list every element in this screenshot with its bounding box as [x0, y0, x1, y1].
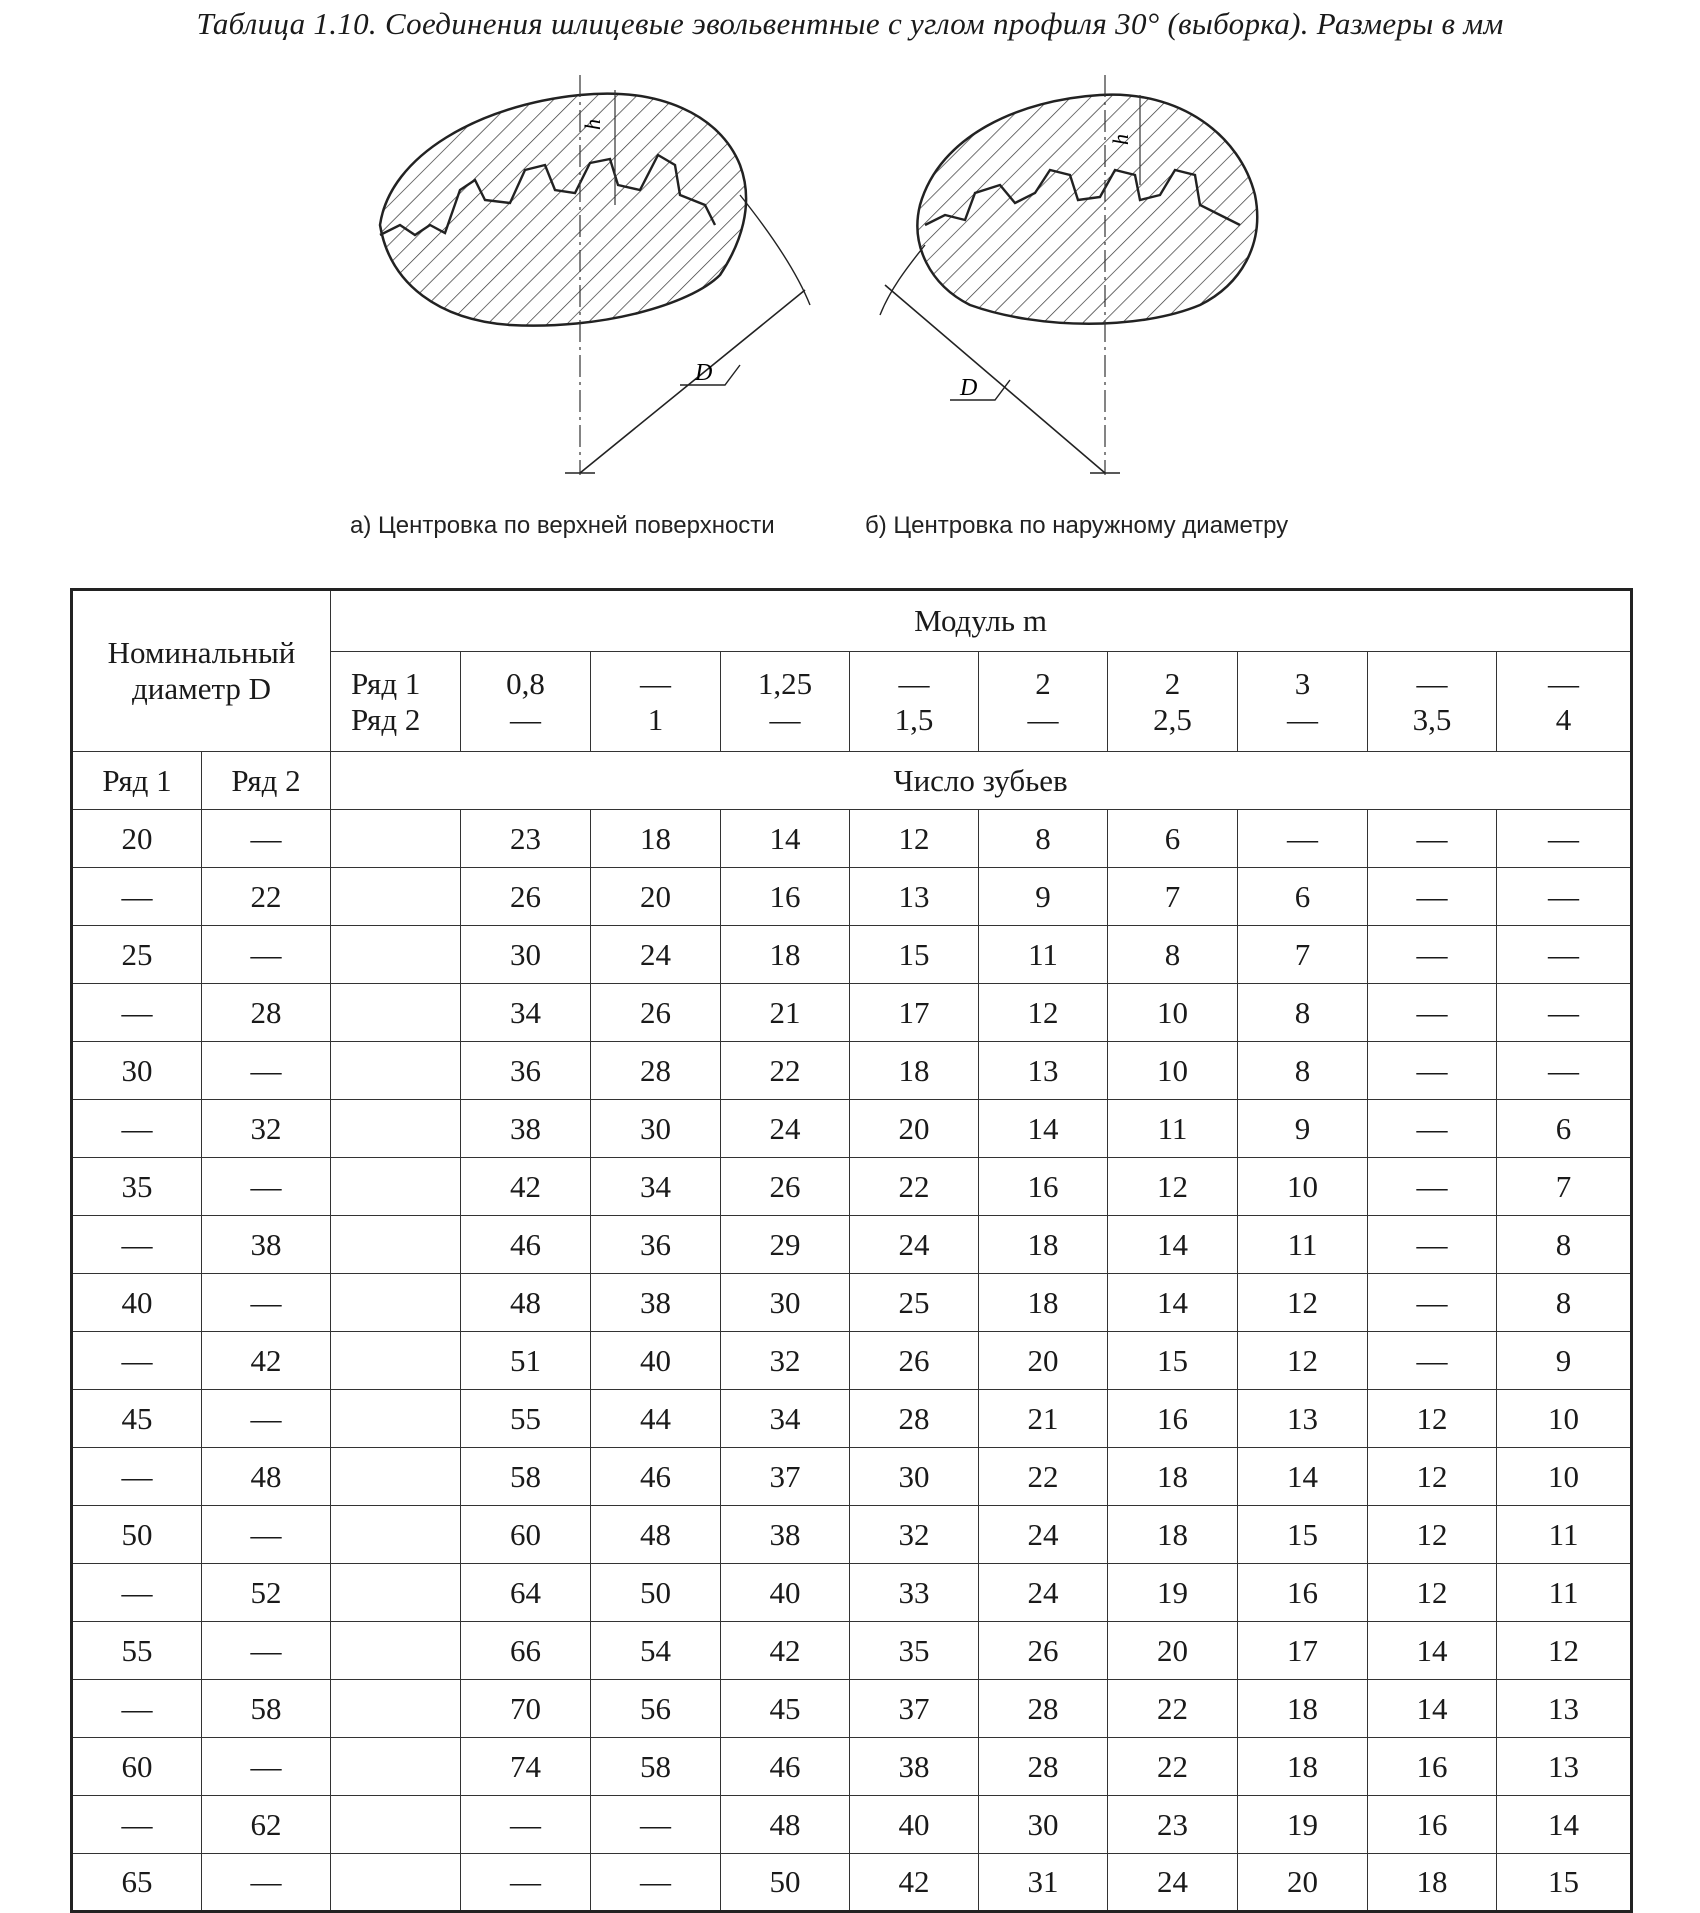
module-r2: — [510, 701, 541, 737]
empty-cell [331, 810, 461, 868]
teeth-count-cell: 29 [721, 1216, 850, 1274]
teeth-count-cell: 42 [461, 1158, 591, 1216]
teeth-count-cell: 20 [979, 1332, 1108, 1390]
empty-cell [331, 1332, 461, 1390]
teeth-count-cell: 6 [1238, 868, 1368, 926]
spline-diagram [360, 75, 1340, 515]
teeth-count-cell: 16 [721, 868, 850, 926]
diameter-row2-cell: 32 [202, 1100, 331, 1158]
table-row [72, 1622, 1632, 1680]
teeth-count-cell: 18 [1108, 1448, 1238, 1506]
teeth-count-cell: 34 [461, 984, 591, 1042]
teeth-count-cell: 34 [591, 1158, 721, 1216]
teeth-count-cell: 13 [850, 868, 979, 926]
view-b-h-label: h [1108, 134, 1133, 145]
teeth-count-cell: 14 [1368, 1622, 1497, 1680]
empty-cell [331, 1042, 461, 1100]
teeth-count-cell: 11 [1497, 1506, 1632, 1564]
teeth-count-cell: 28 [850, 1390, 979, 1448]
empty-cell [331, 1796, 461, 1854]
teeth-count-cell: 26 [850, 1332, 979, 1390]
diameter-row1-cell: — [72, 984, 202, 1042]
table-row [72, 1274, 1632, 1332]
teeth-count-cell: 40 [591, 1332, 721, 1390]
nominal-diameter-header [72, 590, 331, 752]
teeth-count-cell: 18 [1238, 1680, 1368, 1738]
teeth-count-cell: 44 [591, 1390, 721, 1448]
teeth-count-cell: 26 [461, 868, 591, 926]
teeth-count-cell: 6 [1108, 810, 1238, 868]
teeth-count-cell: 20 [1238, 1854, 1368, 1912]
teeth-count-cell: 20 [1108, 1622, 1238, 1680]
diameter-row2-cell: — [202, 1042, 331, 1100]
teeth-count-cell: 40 [850, 1796, 979, 1854]
table-row [72, 926, 1632, 984]
teeth-count-cell: 8 [1497, 1216, 1632, 1274]
teeth-count-cell: 13 [1238, 1390, 1368, 1448]
teeth-count-cell: 13 [979, 1042, 1108, 1100]
diameter-row2-cell: 58 [202, 1680, 331, 1738]
diameter-row2-cell: 62 [202, 1796, 331, 1854]
module-cell [1108, 652, 1238, 752]
teeth-count-cell: 14 [1497, 1796, 1632, 1854]
teeth-count-cell: 14 [1108, 1216, 1238, 1274]
teeth-count-cell: 26 [979, 1622, 1108, 1680]
teeth-count-cell: 48 [461, 1274, 591, 1332]
diameter-row1-cell: 60 [72, 1738, 202, 1796]
diameter-row2-cell: 52 [202, 1564, 331, 1622]
view-a-body [380, 94, 746, 326]
teeth-count-cell: 22 [1108, 1738, 1238, 1796]
table-row [72, 868, 1632, 926]
teeth-count-cell: 9 [1238, 1100, 1368, 1158]
teeth-count-cell: 12 [979, 984, 1108, 1042]
teeth-count-cell: 24 [591, 926, 721, 984]
teeth-count-cell: 24 [721, 1100, 850, 1158]
module-cell [461, 652, 591, 752]
teeth-count-cell: 38 [850, 1738, 979, 1796]
teeth-count-cell: 28 [979, 1738, 1108, 1796]
module-r2: — [1287, 701, 1318, 737]
teeth-count-cell: 10 [1497, 1448, 1632, 1506]
table-row [72, 1564, 1632, 1622]
module-r1: — [1548, 665, 1580, 701]
teeth-count-cell: — [1368, 984, 1497, 1042]
module-r2: — [769, 701, 801, 737]
teeth-count-cell: 26 [721, 1158, 850, 1216]
teeth-count-cell: 18 [850, 1042, 979, 1100]
teeth-count-cell: 11 [979, 926, 1108, 984]
teeth-count-cell: 31 [979, 1854, 1108, 1912]
diameter-row2-cell: 42 [202, 1332, 331, 1390]
modul-header: Модуль m [331, 590, 1632, 652]
diameter-row2-cell: — [202, 1738, 331, 1796]
empty-cell [331, 1622, 461, 1680]
empty-cell [331, 868, 461, 926]
diameter-row1-cell: — [72, 1332, 202, 1390]
teeth-count-cell: 7 [1108, 868, 1238, 926]
module-r1: 2 [1164, 665, 1181, 701]
empty-cell [331, 926, 461, 984]
row2-label: Ряд 2 [351, 701, 421, 737]
table-row [72, 1390, 1632, 1448]
diameter-row1-cell: 55 [72, 1622, 202, 1680]
table-row [72, 1680, 1632, 1738]
teeth-count-cell: 22 [721, 1042, 850, 1100]
teeth-count-cell: 10 [1108, 984, 1238, 1042]
teeth-count-cell: 46 [461, 1216, 591, 1274]
teeth-count-cell: 10 [1497, 1390, 1632, 1448]
teeth-count-cell: 38 [461, 1100, 591, 1158]
diameter-row2-cell: 28 [202, 984, 331, 1042]
teeth-count-cell: 19 [1108, 1564, 1238, 1622]
teeth-count-cell: — [1238, 810, 1368, 868]
teeth-count-cell: 35 [850, 1622, 979, 1680]
teeth-count-cell: 16 [1368, 1796, 1497, 1854]
teeth-count-cell: 25 [850, 1274, 979, 1332]
diameter-row1-cell: — [72, 868, 202, 926]
teeth-count-cell: 16 [979, 1158, 1108, 1216]
module-r2: 2,5 [1153, 701, 1192, 737]
teeth-count-cell: 46 [721, 1738, 850, 1796]
teeth-count-cell: 8 [1238, 1042, 1368, 1100]
table-row [72, 984, 1632, 1042]
module-cell [591, 652, 721, 752]
diameter-row2-cell: — [202, 1854, 331, 1912]
diameter-row1-cell: 50 [72, 1506, 202, 1564]
teeth-count-cell: — [1368, 1274, 1497, 1332]
teeth-count-cell: 16 [1238, 1564, 1368, 1622]
teeth-count-cell: 12 [1497, 1622, 1632, 1680]
teeth-count-cell: 15 [850, 926, 979, 984]
teeth-count-cell: 60 [461, 1506, 591, 1564]
teeth-count-cell: 12 [1368, 1564, 1497, 1622]
teeth-count-cell: 55 [461, 1390, 591, 1448]
teeth-count-cell: 7 [1238, 926, 1368, 984]
teeth-count-cell: 8 [1238, 984, 1368, 1042]
teeth-count-cell: 26 [591, 984, 721, 1042]
teeth-count-cell: 15 [1497, 1854, 1632, 1912]
diameter-row2-cell: — [202, 810, 331, 868]
teeth-count-cell: — [461, 1854, 591, 1912]
diameter-row1-cell: 30 [72, 1042, 202, 1100]
empty-cell [331, 1506, 461, 1564]
module-cell [721, 652, 850, 752]
page-title: Таблица 1.10. Соединения шлицевые эвольвентные с углом профиля 30° (выборка). Размеры в мм [196, 6, 1504, 41]
teeth-count-cell: — [1497, 868, 1632, 926]
teeth-count-cell: 14 [1108, 1274, 1238, 1332]
teeth-count-cell: 30 [979, 1796, 1108, 1854]
teeth-count-cell: — [1368, 1100, 1497, 1158]
table-row [72, 1738, 1632, 1796]
table-body [72, 810, 1632, 1912]
teeth-count-cell: 12 [1368, 1390, 1497, 1448]
diameter-row2-cell: — [202, 1390, 331, 1448]
teeth-count-cell: 14 [979, 1100, 1108, 1158]
teeth-count-cell: 20 [850, 1100, 979, 1158]
teeth-count-cell: 30 [461, 926, 591, 984]
teeth-count-cell: 46 [591, 1448, 721, 1506]
teeth-count-cell: 32 [721, 1332, 850, 1390]
module-cell [1368, 652, 1497, 752]
teeth-count-cell: 17 [850, 984, 979, 1042]
teeth-count-cell: 22 [850, 1158, 979, 1216]
teeth-count-cell: 70 [461, 1680, 591, 1738]
diameter-row1-cell: — [72, 1680, 202, 1738]
diameter-row2-cell: 22 [202, 868, 331, 926]
teeth-count-cell: 15 [1108, 1332, 1238, 1390]
teeth-count-cell: 13 [1497, 1680, 1632, 1738]
teeth-count-cell: 11 [1108, 1100, 1238, 1158]
teeth-count-cell: 11 [1497, 1564, 1632, 1622]
teeth-count-cell: 37 [721, 1448, 850, 1506]
teeth-count-cell: 18 [1368, 1854, 1497, 1912]
teeth-count-cell: 42 [721, 1622, 850, 1680]
teeth-count-cell: — [1497, 926, 1632, 984]
spline-table [70, 588, 1633, 1913]
module-r2: — [1027, 701, 1059, 737]
table-row [72, 1042, 1632, 1100]
empty-cell [331, 1100, 461, 1158]
teeth-count-cell: 42 [850, 1854, 979, 1912]
teeth-count-header: Число зубьев [331, 752, 1632, 810]
module-r2: 4 [1555, 701, 1572, 737]
teeth-count-cell: 21 [721, 984, 850, 1042]
empty-cell [331, 1158, 461, 1216]
diameter-row2-cell: 48 [202, 1448, 331, 1506]
teeth-count-cell: 40 [721, 1564, 850, 1622]
teeth-count-cell: 24 [1108, 1854, 1238, 1912]
teeth-count-cell: — [1497, 1042, 1632, 1100]
module-r1: — [898, 665, 930, 701]
nominal-header-line2: диаметр D [131, 671, 272, 706]
diameter-row1-cell: 65 [72, 1854, 202, 1912]
teeth-count-cell: 15 [1238, 1506, 1368, 1564]
module-cell [1497, 652, 1632, 752]
table-row [72, 1100, 1632, 1158]
module-cell [1238, 652, 1368, 752]
teeth-count-cell: — [1368, 1158, 1497, 1216]
teeth-count-cell: — [1368, 868, 1497, 926]
teeth-count-cell: 58 [461, 1448, 591, 1506]
teeth-count-cell: 18 [979, 1216, 1108, 1274]
empty-cell [331, 1680, 461, 1738]
teeth-count-cell: 22 [1108, 1680, 1238, 1738]
table-row [72, 1158, 1632, 1216]
diameter-row1-cell: 45 [72, 1390, 202, 1448]
empty-cell [331, 1216, 461, 1274]
table-row [72, 1506, 1632, 1564]
teeth-count-cell: 18 [721, 926, 850, 984]
diameter-row1-cell: — [72, 1100, 202, 1158]
table-row [72, 1796, 1632, 1854]
teeth-count-cell: — [1368, 810, 1497, 868]
teeth-count-cell: 16 [1368, 1738, 1497, 1796]
teeth-count-cell: 64 [461, 1564, 591, 1622]
teeth-count-cell: 12 [1108, 1158, 1238, 1216]
teeth-count-cell: — [1368, 926, 1497, 984]
module-cell [850, 652, 979, 752]
view-a-h-label: h [580, 119, 605, 130]
teeth-count-cell: 30 [721, 1274, 850, 1332]
teeth-count-cell: 10 [1238, 1158, 1368, 1216]
empty-cell [331, 1274, 461, 1332]
teeth-count-cell: 50 [591, 1564, 721, 1622]
view-b [880, 75, 1257, 475]
teeth-count-cell: 9 [979, 868, 1108, 926]
diameter-row1-cell: 35 [72, 1158, 202, 1216]
table-row [72, 1332, 1632, 1390]
teeth-count-cell: 24 [979, 1564, 1108, 1622]
teeth-count-cell: 23 [461, 810, 591, 868]
teeth-count-cell: — [1368, 1216, 1497, 1274]
teeth-count-cell: 6 [1497, 1100, 1632, 1158]
teeth-count-cell: — [461, 1796, 591, 1854]
teeth-count-cell: 36 [461, 1042, 591, 1100]
teeth-count-cell: 50 [721, 1854, 850, 1912]
row-label-cell [331, 652, 461, 752]
teeth-count-cell: 8 [1108, 926, 1238, 984]
teeth-count-cell: 38 [591, 1274, 721, 1332]
diameter-row1-cell: — [72, 1796, 202, 1854]
diameter-row2-cell: — [202, 926, 331, 984]
diameter-row1-cell: 40 [72, 1274, 202, 1332]
teeth-count-cell: 33 [850, 1564, 979, 1622]
teeth-count-cell: 10 [1108, 1042, 1238, 1100]
teeth-count-cell: 74 [461, 1738, 591, 1796]
teeth-count-cell: 30 [850, 1448, 979, 1506]
module-r2: 1 [647, 701, 664, 737]
module-cell [979, 652, 1108, 752]
nominal-header-line1: Номинальный [107, 635, 296, 671]
diameter-row1-cell: 20 [72, 810, 202, 868]
diameter-row2-cell: — [202, 1622, 331, 1680]
teeth-count-cell: 28 [591, 1042, 721, 1100]
module-r1: 3 [1294, 665, 1311, 701]
teeth-count-cell: 28 [979, 1680, 1108, 1738]
empty-cell [331, 1854, 461, 1912]
empty-cell [331, 1738, 461, 1796]
module-r1: 2 [1035, 665, 1051, 701]
diameter-row1-cell: — [72, 1564, 202, 1622]
diameter-row1-cell: 25 [72, 926, 202, 984]
teeth-count-cell: — [1368, 1042, 1497, 1100]
teeth-count-cell: 12 [1238, 1274, 1368, 1332]
empty-cell [331, 1564, 461, 1622]
teeth-count-cell: 21 [979, 1390, 1108, 1448]
view-a-d-label: D [695, 360, 713, 386]
teeth-count-cell: 20 [591, 868, 721, 926]
teeth-count-cell: 66 [461, 1622, 591, 1680]
teeth-count-cell: 13 [1497, 1738, 1632, 1796]
module-r2: 1,5 [894, 701, 934, 737]
diameter-row2-cell: — [202, 1506, 331, 1564]
teeth-count-cell: 9 [1497, 1332, 1632, 1390]
teeth-count-cell: 51 [461, 1332, 591, 1390]
teeth-count-cell: 7 [1497, 1158, 1632, 1216]
table-row [72, 1448, 1632, 1506]
empty-cell [331, 1390, 461, 1448]
teeth-count-cell: 14 [1238, 1448, 1368, 1506]
teeth-count-cell: 18 [1108, 1506, 1238, 1564]
teeth-count-cell: 17 [1238, 1622, 1368, 1680]
view-b-d-label: D [960, 375, 978, 401]
teeth-count-cell: 36 [591, 1216, 721, 1274]
diameter-row1-cell: — [72, 1448, 202, 1506]
teeth-count-cell: 32 [850, 1506, 979, 1564]
teeth-count-cell: — [1368, 1332, 1497, 1390]
teeth-count-cell: 18 [1238, 1738, 1368, 1796]
teeth-count-cell: — [1497, 984, 1632, 1042]
diameter-row2-cell: — [202, 1274, 331, 1332]
module-r1: 1,25 [757, 665, 813, 701]
view-a [380, 75, 810, 475]
teeth-count-cell: 24 [850, 1216, 979, 1274]
diameter-row2-cell: 38 [202, 1216, 331, 1274]
teeth-count-cell: 38 [721, 1506, 850, 1564]
spline-figure [360, 75, 1340, 515]
table-row [72, 1216, 1632, 1274]
row1-label: Ряд 1 [351, 665, 421, 701]
teeth-count-cell: 12 [1368, 1506, 1497, 1564]
teeth-count-cell: — [591, 1854, 721, 1912]
teeth-count-cell: 37 [850, 1680, 979, 1738]
diameter-row1-cell: — [72, 1216, 202, 1274]
teeth-count-cell: 8 [979, 810, 1108, 868]
teeth-count-cell: 22 [979, 1448, 1108, 1506]
teeth-count-cell: 54 [591, 1622, 721, 1680]
teeth-count-cell: 12 [850, 810, 979, 868]
teeth-count-cell: 12 [1368, 1448, 1497, 1506]
teeth-count-cell: 24 [979, 1506, 1108, 1564]
teeth-count-cell: 18 [979, 1274, 1108, 1332]
teeth-count-cell: 56 [591, 1680, 721, 1738]
caption-a: а) Центровка по верхней поверхности [350, 512, 775, 539]
teeth-count-cell: 30 [591, 1100, 721, 1158]
module-r2: 3,5 [1412, 701, 1452, 737]
teeth-count-cell: 34 [721, 1390, 850, 1448]
col-row1-header: Ряд 1 [72, 752, 202, 810]
teeth-count-cell: 45 [721, 1680, 850, 1738]
teeth-count-cell: 16 [1108, 1390, 1238, 1448]
teeth-count-cell: — [591, 1796, 721, 1854]
module-r1: 0,8 [506, 665, 545, 701]
teeth-count-cell: 14 [1368, 1680, 1497, 1738]
table-row [72, 1854, 1632, 1912]
teeth-count-cell: 18 [591, 810, 721, 868]
empty-cell [331, 984, 461, 1042]
teeth-count-cell: 48 [591, 1506, 721, 1564]
caption-b: б) Центровка по наружному диаметру [865, 512, 1289, 539]
col-row2-header: Ряд 2 [202, 752, 331, 810]
teeth-count-cell: 11 [1238, 1216, 1368, 1274]
teeth-count-cell: 14 [721, 810, 850, 868]
teeth-count-cell: 12 [1238, 1332, 1368, 1390]
teeth-count-cell: 58 [591, 1738, 721, 1796]
module-r1: — [640, 665, 671, 701]
teeth-count-cell: 8 [1497, 1274, 1632, 1332]
empty-cell [331, 1448, 461, 1506]
diameter-row2-cell: — [202, 1158, 331, 1216]
teeth-count-cell: 48 [721, 1796, 850, 1854]
teeth-count-cell: — [1497, 810, 1632, 868]
teeth-count-cell: 23 [1108, 1796, 1238, 1854]
module-r1: — [1416, 665, 1448, 701]
teeth-count-cell: 19 [1238, 1796, 1368, 1854]
table-row [72, 810, 1632, 868]
